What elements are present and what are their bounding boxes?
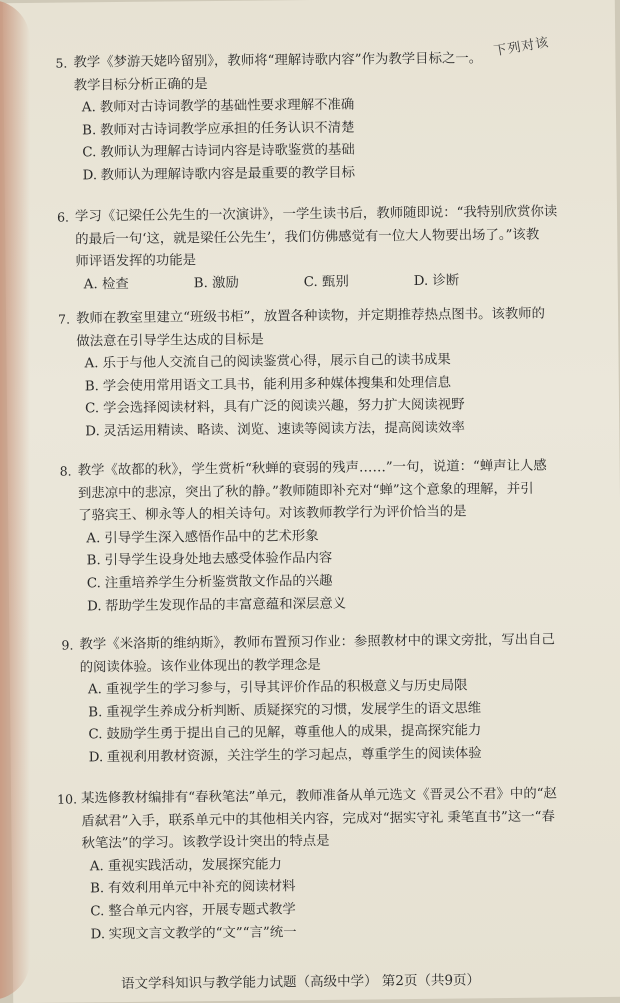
option-text: 激励	[212, 275, 239, 291]
option-text: 检查	[101, 276, 129, 292]
question-8	[59, 455, 574, 618]
option-letter: C.	[90, 904, 105, 920]
option-text: 实现文言文教学的“文”“言”统一	[108, 924, 297, 942]
option-letter: D.	[82, 168, 98, 184]
question-7	[58, 303, 571, 444]
option-letter: A.	[84, 356, 99, 372]
option-d	[89, 742, 575, 770]
question-stem: 教学《米洛斯的维纳斯》，教师布置预习作业：参照教材中的课文旁批，写出自己	[79, 632, 555, 653]
option-text: 重视利用教材资源，关注学生的学习起点，尊重学生的阅读体验	[106, 746, 482, 766]
options-row	[84, 270, 524, 297]
option-letter: A.	[81, 100, 96, 116]
option-d	[90, 919, 576, 947]
option-text: 重视实践活动，发展探究能力	[107, 857, 282, 874]
question-number: 9.	[61, 637, 74, 653]
option-text: 教师认为理解诗歌内容是最重要的教学目标	[100, 165, 356, 184]
option-d	[82, 160, 568, 188]
option-letter: C.	[82, 145, 97, 161]
option-text: 诊断	[432, 273, 460, 289]
exam-page	[3, 0, 620, 1003]
option-text: 引导学生设身处地去感受体验作品内容	[104, 551, 333, 569]
option-text: 注重培养学生分析鉴赏散文作品的兴趣	[104, 573, 333, 592]
option-text: 教师对古诗词教学应承担的任务认识不清楚	[100, 120, 355, 139]
option-letter: D.	[85, 424, 100, 440]
question-number: 5.	[55, 55, 68, 71]
option-letter: B.	[88, 705, 103, 721]
option-letter: B.	[193, 275, 208, 292]
option-text: 重视学生的学习参与，引导其评价作品的积极意义与历史局限	[105, 678, 468, 698]
question-9	[61, 629, 574, 770]
option-a	[84, 273, 194, 297]
option-letter: A.	[87, 682, 102, 698]
option-c	[304, 271, 414, 295]
option-letter: C.	[88, 727, 103, 743]
option-text: 重视学生养成分析判断、质疑探究的习惯，发展学生的语文思维	[106, 701, 482, 720]
option-letter: B.	[82, 123, 97, 139]
option-letter: B.	[86, 553, 101, 569]
question-number: 10.	[57, 791, 78, 807]
question-stem-line2: 教学目标分析正确的是	[73, 76, 208, 94]
question-number: 6.	[56, 209, 70, 225]
question-stem-line2: 盾弑君”入手，联系单元中的其他相关内容，完成对“据实守礼 秉笔直书”这一“春	[81, 809, 555, 830]
option-text: 教师对古诗词教学的基础性要求理解不准确	[99, 97, 355, 116]
option-text: 学会使用常用语文工具书，能利用多种媒体搜集和处理信息	[102, 375, 452, 394]
option-text: 有效利用单元中补充的阅读材料	[107, 879, 296, 897]
option-letter: C.	[84, 401, 100, 417]
option-text: 鼓励学生勇于提出自己的见解，尊重他人的成果，提高探究能力	[106, 723, 482, 743]
thumb-edge	[0, 0, 30, 1000]
option-text: 引导学生深入感悟作品中的艺术形象	[104, 528, 319, 546]
question-number: 7.	[58, 311, 71, 327]
option-text: 整合单元内容，开展专题式教学	[108, 902, 296, 920]
question-stem: 教学《梦游天姥吟留别》，教师将“理解诗歌内容”作为教学目标之一。	[73, 51, 483, 71]
question-stem-line3: 了骆宾王、柳永等人的相关诗句。对该教师教学行为评价恰当的是	[78, 504, 467, 524]
option-text: 学会选择阅读材料，具有广泛的阅读兴趣，努力扩大阅读视野	[102, 397, 465, 417]
question-stem: 学习《记梁任公先生的一次演讲》，一学生读书后，教师随即说：“我特别欣赏你读	[74, 204, 558, 225]
option-letter: A.	[83, 277, 98, 293]
option-letter: D.	[87, 598, 102, 614]
option-text: 乐于与他人交流自己的阅读鉴赏心得，展示自己的读书成果	[102, 352, 451, 372]
question-stem: 教师在教室里建立“班级书柜”，放置各种读物，并定期推荐热点图书。该教师的	[76, 306, 546, 327]
option-d	[414, 270, 524, 294]
option-letter: D.	[88, 750, 104, 766]
option-letter: C.	[303, 274, 318, 290]
question-stem-line3: 师评语发挥的功能是	[75, 253, 197, 270]
question-stem-line2: 的阅读体验。该作业体现出的教学理念是	[79, 657, 321, 676]
option-text: 灵活运用精读、略读、浏览、速读等阅读方法，提高阅读效率	[103, 420, 465, 440]
question-number: 8.	[59, 463, 72, 479]
option-letter: C.	[86, 576, 101, 592]
question-stem-line3: 秋笔法”的学习。该教学设计突出的特点是	[81, 834, 330, 852]
question-stem: 教学《故都的秋》，学生赏析“秋蝉的衰弱的残声……”一句，说道：“蝉声让人感	[77, 458, 547, 479]
option-letter: A.	[86, 531, 101, 547]
option-letter: B.	[89, 881, 105, 897]
option-b	[194, 272, 304, 296]
option-letter: D.	[90, 926, 106, 942]
option-text: 甄别	[321, 274, 349, 290]
question-stem: 某选修教材编排有“春秋笔法”单元，教师准备从单元选文《晋灵公不君》中的“赵	[81, 786, 557, 807]
option-letter: A.	[89, 859, 104, 875]
page-footer: 语文学科知识与教学能力试题（高级中学） 第2页（共9页）	[120, 972, 481, 993]
option-letter: B.	[84, 379, 99, 395]
question-6	[56, 201, 570, 297]
corner-text: 下列对该	[492, 35, 551, 60]
question-stem-line2: 做法意在引导学生达成的目标是	[76, 332, 264, 350]
question-stem-line2: 的最后一句‘这，就是梁任公先生’，我们仿佛感觉有一位大人物要出场了。”该教	[75, 227, 540, 248]
option-text: 教师认为理解古诗词内容是诗歌鉴赏的基础	[100, 142, 355, 161]
option-d	[85, 416, 571, 444]
question-stem-line2: 到悲凉中的悲凉，突出了秋的静。”教师随即补充对“蝉”这个意象的理解，并引	[77, 481, 534, 502]
option-letter: D.	[413, 273, 429, 289]
option-text: 帮助学生发现作品的丰富意蕴和深层意义	[105, 596, 347, 614]
option-d	[87, 591, 573, 619]
question-10	[57, 783, 577, 946]
question-5	[55, 47, 568, 188]
